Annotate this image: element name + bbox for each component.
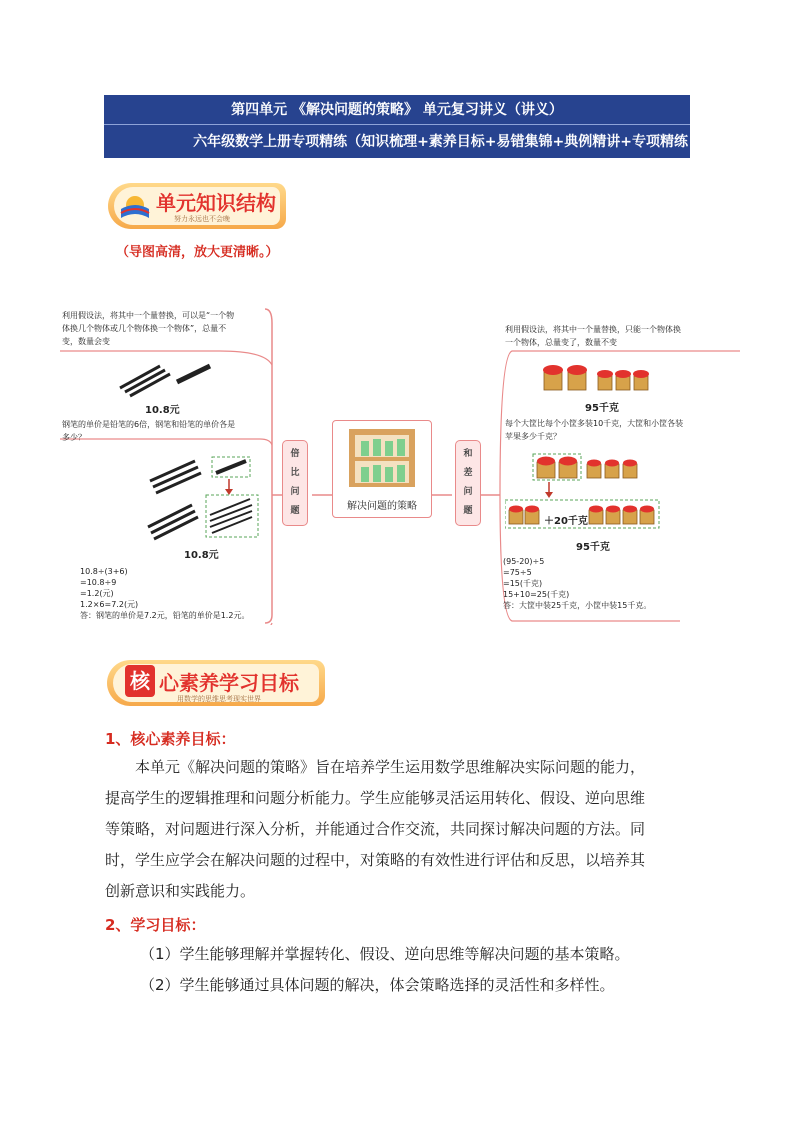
price-label-1: 10.8元 — [145, 405, 180, 416]
zoom-note: （导图高清，放大更清晰。） — [116, 245, 279, 260]
section-badge-structure — [108, 183, 286, 229]
center-topic-label: 解决问题的策略 — [347, 501, 417, 512]
section-badge-goals — [107, 660, 325, 706]
topic-box-sum-difference — [455, 440, 481, 526]
section-subtitle-goals: 用数学的思维思考现实世界 — [177, 695, 261, 703]
topic-label-ratio: 倍比问题 — [290, 449, 300, 516]
weight-label-1: 95千克 — [585, 403, 619, 414]
goals-heading-1: 1、核心素养目标： — [105, 730, 236, 748]
center-topic-box — [332, 420, 432, 518]
price-label-2: 10.8元 — [184, 550, 219, 561]
pencils-illustration — [115, 360, 225, 400]
header-banner — [104, 95, 690, 158]
weight-label-2: 95千克 — [576, 542, 610, 553]
book-sun-icon — [118, 191, 152, 221]
left-calculation: 10.8÷(3+6) =10.8÷9 =1.2(元) 1.2×6=7.2(元) 答：钢笔的单价是7.2元，铅笔的单价是1.2元。 — [80, 567, 250, 620]
shelf-bottles-icon — [347, 427, 417, 489]
plus-20kg-label: ＋20千克 — [544, 516, 588, 527]
section-subtitle-structure: 努力永远也不会晚 — [174, 215, 230, 223]
right-branch-note: 利用假设法，将其中一个量替换，只能一个物体换 一个物体，总量变了，数量不变 — [505, 325, 681, 347]
left-branch-note: 利用假设法，将其中一个量替换，可以是“一个物 体换几个物体或几个物体换一个物体”，总量不 变，数量会变 — [62, 311, 235, 346]
header-line-2: 六年级数学上册专项精练（知识梳理+素养目标+易错集锦+典例精讲+专项精练 — [193, 134, 688, 150]
right-question: 每个大筐比每个小筐多装10千克，大筐和小筐各装 苹果多少千克？ — [505, 419, 684, 441]
list-item: （1）学生能够理解并掌握转化、假设、逆向思维等解决问题的基本策略。 — [140, 945, 630, 963]
goals-heading-2: 2、学习目标： — [105, 916, 206, 934]
learning-goals-list — [140, 939, 630, 1001]
header-divider — [104, 124, 690, 125]
header-line-1: 第四单元 《解决问题的策略》 单元复习讲义（讲义） — [231, 102, 563, 118]
core-literacy-paragraph: 本单元《解决问题的策略》旨在培养学生运用数学思维解决实际问题的能力， 提高学生的逻辑推理和问题分析能力。学生应能够灵活运用转化、假设、逆向思维 等策略，对问题进行深入分析，并能通过合作交流，共同探讨解决问题的方法。同 时，学生应学会在解决问题的过程中，对策略的有效性进行评估和反思，以培养其 创新意识和实践能力。 — [105, 758, 646, 900]
right-calculation: (95-20)÷5 =75÷5 =15(千克) 15+10=25(千克) 答：大筐中装25千克，小筐中装15千克。 — [503, 557, 652, 610]
section-title-highlight: 核 — [125, 665, 155, 697]
baskets-illustration-1 — [540, 360, 650, 394]
topic-label-sum-difference: 和差问题 — [463, 449, 473, 516]
pencil-pen-substitution-illustration — [140, 455, 270, 545]
list-item: （2）学生能够通过具体问题的解决，体会策略选择的灵活性和多样性。 — [140, 976, 615, 994]
section-title-goals: 心素养学习目标 — [159, 671, 299, 695]
left-question: 钢笔的单价是铅笔的6倍，钢笔和铅笔的单价各是 多少？ — [62, 420, 236, 442]
topic-box-ratio — [282, 440, 308, 526]
section-title-structure: 单元知识结构 — [156, 191, 276, 215]
